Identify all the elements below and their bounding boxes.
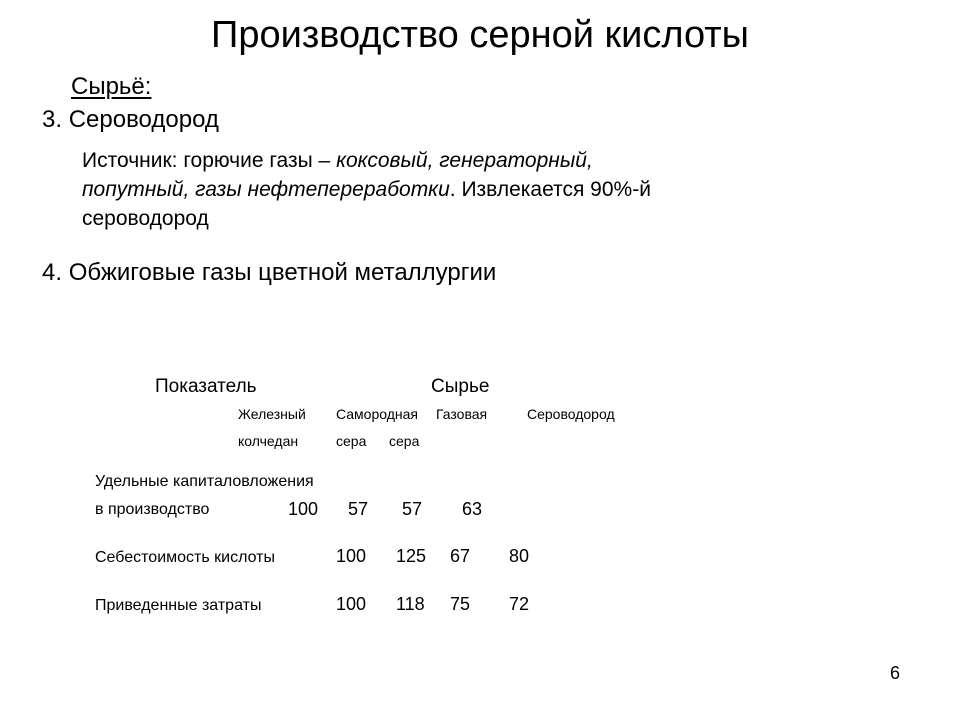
column-header-gas-sulfur-line1: Газовая (436, 406, 488, 422)
page-number: 6 (890, 663, 901, 683)
raw-materials-label: Сырьё: (71, 73, 152, 100)
column-header-pyrite-line2: колчедан (238, 433, 299, 449)
list-item-number: 4. (42, 259, 63, 286)
column-header-gas-sulfur-line2: сера (389, 433, 420, 449)
column-header-native-sulfur-line1: Самородная (336, 406, 418, 422)
row-label-line1: Себестоимость кислоты (95, 549, 275, 566)
cell-value: 118 (396, 594, 425, 614)
cell-value: 100 (288, 499, 319, 519)
cell-value: 80 (509, 546, 530, 566)
cell-value: 57 (348, 499, 369, 519)
column-header-pyrite-line1: Железный (238, 406, 306, 422)
cell-value: 72 (509, 594, 530, 614)
cell-value: 57 (402, 499, 423, 519)
source-line-2 (82, 175, 782, 204)
cell-value: 63 (462, 499, 483, 519)
list-item-text: Сероводород (68, 106, 219, 133)
cell-value: 100 (336, 546, 367, 566)
cell-value: 75 (450, 594, 471, 614)
indicator-header: Показатель (155, 376, 257, 397)
source-gas-types-1: коксовый, генераторный, (336, 149, 593, 172)
list-item-hydrogen-sulfide (42, 106, 219, 134)
row-label-line2: в производство (95, 501, 210, 518)
slide-title: Производство серной кислоты (211, 14, 749, 56)
column-header-hydrogen-sulfide: Сероводород (527, 406, 615, 422)
raw-header: Сырье (431, 376, 490, 397)
row-label-line1: Удельные капиталовложения (95, 473, 314, 490)
row-label-line1: Приведенные затраты (95, 597, 262, 614)
cell-value: 67 (450, 546, 471, 566)
list-item-roasting-gases (42, 259, 496, 287)
source-description (82, 146, 782, 233)
column-header-native-sulfur-line2: сера (336, 433, 367, 449)
source-line-3: сероводород (82, 207, 209, 230)
list-item-number: 3. (42, 106, 63, 133)
cell-value: 100 (336, 594, 367, 614)
source-gas-types-2: попутный, газы нефтепереработки (82, 178, 450, 201)
source-prefix: Источник: горючие газы – (82, 149, 337, 172)
source-extraction: . Извлекается 90%-й (449, 178, 651, 201)
source-line-1 (82, 146, 782, 175)
cell-value: 125 (396, 546, 427, 566)
list-item-text: Обжиговые газы цветной металлургии (68, 259, 497, 286)
